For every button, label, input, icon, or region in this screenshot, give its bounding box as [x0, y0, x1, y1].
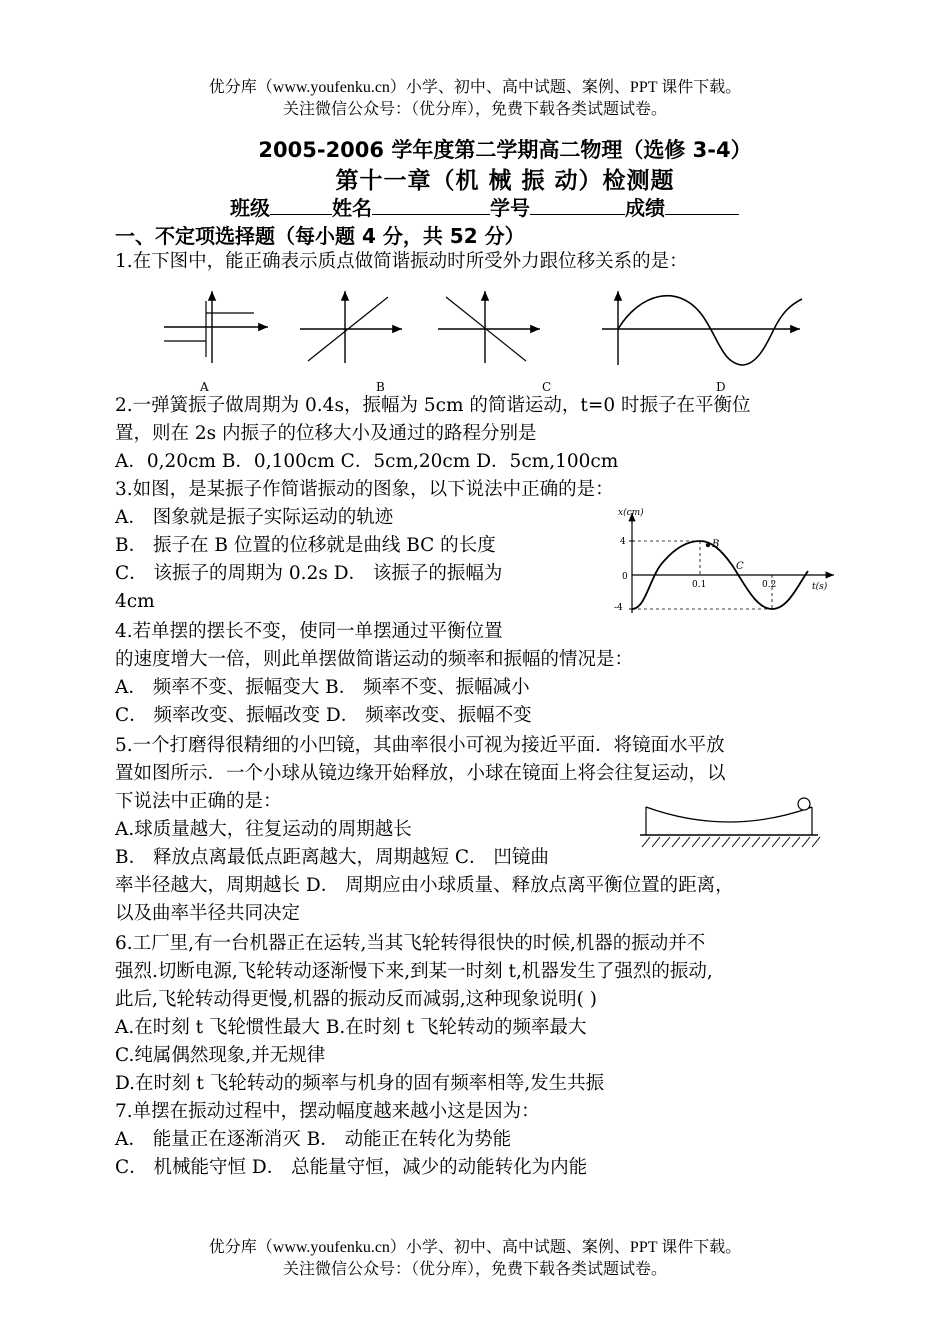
q3-graph	[612, 505, 842, 617]
title-line-1: 2005-2006 学年度第二学期高二物理（选修 3-4）	[258, 138, 752, 162]
score-label: 成绩	[625, 196, 665, 220]
q3-y-tick-4: 4	[620, 537, 626, 547]
q7-options-1: A． 能量正在逐渐消灭 B． 动能正在转化为势能	[115, 1129, 512, 1150]
q3-point-c: C	[736, 561, 744, 572]
q5-line-2: 置如图所示．一个小球从镜边缘开始释放，小球在镜面上将会往复运动，以	[115, 763, 726, 784]
q3-point-b: B	[712, 539, 720, 550]
q6-option-d: D.在时刻 t 飞轮转动的频率与机身的固有频率相等,发生共振	[115, 1073, 605, 1094]
name-blank[interactable]	[372, 194, 490, 215]
q6-line-1: 6.工厂里,有一台机器正在运转,当其飞轮转得很快的时候,机器的振动并不	[115, 933, 706, 954]
label-b: B	[376, 380, 385, 394]
q3-x-label: t(s)	[812, 582, 828, 592]
q5-option-a: A.球质量越大，往复运动的周期越长	[115, 819, 412, 840]
q4-line-1: 4.若单摆的摆长不变，使同一单摆通过平衡位置	[115, 621, 503, 642]
q3-option-a: A． 图象就是振子实际运动的轨迹	[115, 507, 394, 528]
q5-line-3: 下说法中正确的是：	[115, 791, 282, 812]
q3-stem: 3.如图，是某振子作简谐振动的图象，以下说法中正确的是：	[115, 479, 614, 500]
q6-option-c: C.纯属偶然现象,并无规律	[115, 1045, 326, 1066]
q2-line-2: 置，则在 2s 内振子的位移大小及通过的路程分别是	[115, 423, 537, 444]
header-line-2: 关注微信公众号：（优分库），免费下载各类试题试卷。	[282, 101, 667, 118]
student-info-line	[230, 192, 739, 221]
q3-option-cd-cont: 4cm	[115, 591, 155, 612]
q3-option-cd: C． 该振子的周期为 0.2s D． 该振子的振幅为	[115, 563, 503, 584]
q6-line-3: 此后,飞轮转动得更慢,机器的振动反而减弱,这种现象说明( )	[115, 989, 597, 1010]
ball	[798, 798, 810, 810]
graph-c	[438, 291, 540, 363]
label-d: D	[716, 380, 726, 394]
q2-options: A．0,20cm B．0,100cm C．5cm,20cm D．5cm,100cm	[115, 451, 619, 472]
footer-line-1: 优分库（www.youfenku.cn）小学、初中、高中试题、案例、PPT 课件下载。	[208, 1239, 742, 1256]
footer-line-2: 关注微信公众号：（优分库），免费下载各类试题试卷。	[282, 1261, 667, 1278]
q3-option-b: B． 振子在 B 位置的位移就是曲线 BC 的长度	[115, 535, 496, 556]
graph-a	[164, 291, 268, 363]
q4-options-1: A． 频率不变、振幅变大 B． 频率不变、振幅减小	[115, 677, 530, 698]
q4-options-2: C． 频率改变、振幅改变 D． 频率改变、振幅不变	[115, 705, 532, 726]
q4-line-2: 的速度增大一倍，则此单摆做简谐运动的频率和振幅的情况是：	[115, 649, 634, 670]
q2-line-1: 2.一弹簧振子做周期为 0.4s，振幅为 5cm 的简谐运动，t=0 时振子在平衡位	[115, 395, 751, 416]
q5-mirror-figure	[636, 797, 822, 859]
number-label: 学号	[490, 196, 530, 220]
q5-line-1: 5.一个打磨得很精细的小凹镜，其曲率很小可视为接近平面．将镜面水平放	[115, 735, 725, 756]
q3-x-tick-0.2: 0.2	[762, 580, 777, 590]
number-blank[interactable]	[530, 194, 625, 215]
q3-y-tick-neg4: -4	[614, 603, 623, 613]
section-heading: 一、不定项选择题（每小题 4 分，共 52 分）	[115, 224, 525, 248]
label-c: C	[542, 380, 552, 394]
q5-option-bc: B． 释放点离最低点距离越大，周期越短 C． 凹镜曲	[115, 847, 549, 868]
class-label: 班级	[230, 196, 270, 220]
q5-option-cd: 率半径越大，周期越长 D． 周期应由小球质量、释放点离平衡位置的距离，	[115, 875, 734, 896]
name-label: 姓名	[332, 196, 372, 220]
q3-y-label: x(cm)	[618, 508, 644, 518]
title-line-2: 第十一章（机 械 振 动）检测题	[335, 168, 675, 194]
graph-b	[300, 291, 402, 363]
q7-stem: 7.单摆在振动过程中，摆动幅度越来越小这是因为：	[115, 1101, 540, 1122]
score-blank[interactable]	[665, 194, 739, 215]
q5-option-d-cont: 以及曲率半径共同决定	[115, 903, 301, 924]
q1-figures	[150, 285, 810, 397]
q1-stem: 1.在下图中，能正确表示质点做简谐振动时所受外力跟位移关系的是：	[115, 251, 688, 272]
class-blank[interactable]	[270, 194, 332, 215]
q7-options-2: C． 机械能守恒 D． 总能量守恒，减少的动能转化为内能	[115, 1157, 588, 1178]
q6-option-ab: A.在时刻 t 飞轮惯性最大 B.在时刻 t 飞轮转动的频率最大	[115, 1017, 587, 1038]
header-line-1: 优分库（www.youfenku.cn）小学、初中、高中试题、案例、PPT 课件下载。	[208, 79, 742, 96]
q3-x-tick-0.1: 0.1	[692, 580, 707, 590]
q3-y-tick-0: 0	[622, 572, 628, 582]
graph-d	[602, 291, 802, 365]
label-a: A	[200, 380, 209, 394]
q6-line-2: 强烈.切断电源,飞轮转动逐渐慢下来,到某一时刻 t,机器发生了强烈的振动,	[115, 961, 713, 982]
